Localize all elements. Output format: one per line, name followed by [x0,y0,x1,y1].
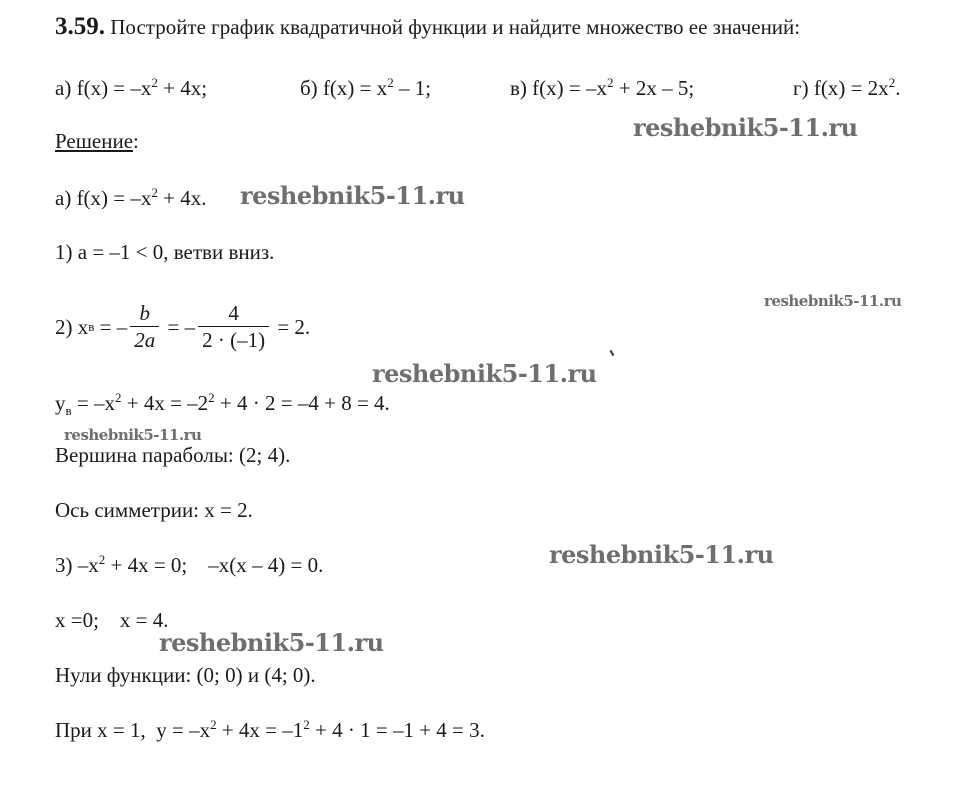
part-b-lhs: f(x) = x [322,76,388,100]
watermark: reshebnik5-11.ru [633,113,858,142]
y-vertex-p1: = –x [71,391,115,415]
step-3-p2: + 4x = 0; –x(x – 4) = 0. [105,553,324,577]
part-a-rest: + 4x; [157,76,208,100]
part-v-rest: + 2x – 5; [613,76,695,100]
part-b-statement [300,75,432,100]
solution-part-a [55,185,207,210]
solution-heading-colon: : [133,129,139,153]
fraction-b-over-2a [130,303,159,351]
vertex-line: Вершина параболы: (2; 4). [55,443,291,467]
part-g-label: г) [793,76,809,100]
solution-part-a-rest: + 4x. [157,186,207,210]
part-v-exp: 2 [607,75,614,90]
part-b-exp: 2 [387,75,394,90]
solution-part-a-lhs: а) f(x) = –x [55,186,152,210]
y-vertex-exp1: 2 [114,390,122,405]
step-2: 2) x в = – $\frac{b}{2a}$ = – $\frac{4}{2 \cdot (-1)}$ = 2. [55,301,311,352]
step-3 [55,552,324,577]
at-x1-exp2: 2 [303,717,310,732]
step-1: 1) a = –1 < 0, ветви вниз. [55,240,275,264]
watermark: reshebnik5-11.ru [549,540,774,569]
stray-mark [610,350,615,356]
fraction-2-numerator: 4 [198,303,269,327]
fraction-2-denominator: 2 · (–1) [202,328,266,352]
part-a-lhs: f(x) = –x [76,76,152,100]
watermark: reshebnik5-11.ru [240,181,465,210]
roots-line: x =0; x = 4. [55,608,169,632]
fraction-4-over-2-neg1 [198,303,269,351]
y-vertex-exp2: 2 [208,390,215,405]
part-g-rest: . [895,76,901,100]
part-a-statement [55,75,208,100]
y-vertex [55,390,390,419]
at-x1-p3: + 4 · 1 = –1 + 4 = 3. [309,718,485,742]
problem-statement: Постройте график квадратичной функции и найдите множество ее значений: [110,15,801,39]
watermark: reshebnik5-11.ru [372,359,597,388]
at-x1-exp1: 2 [210,717,217,732]
part-a-label: а) [55,76,72,100]
y-vertex-sub: в [65,403,72,419]
part-v-statement [510,75,695,100]
at-x1-line [55,717,485,742]
y-vertex-prefix: y [55,391,66,415]
step-2-eq2: = – [162,314,196,339]
fraction-1-numerator: b [130,303,159,327]
fraction-1-denominator: 2a [134,328,156,352]
part-b-label: б) [300,76,318,100]
solution-heading-text: Решение [55,129,134,153]
axis-line: Ось симметрии: x = 2. [55,498,253,522]
part-g-exp: 2 [888,75,896,90]
solution-heading [55,131,139,152]
part-a-exp: 2 [151,75,158,90]
part-v-lhs: f(x) = –x [532,76,607,100]
part-v-label: в) [510,76,527,100]
problem-number: 3.59. [55,13,105,40]
problem-header [55,14,800,39]
part-g-lhs: f(x) = 2x [813,76,889,100]
part-b-rest: – 1; [393,76,432,100]
watermark: reshebnik5-11.ru [764,292,902,310]
at-x1-p2: + 4x = –1 [216,718,304,742]
step-2-eq: = – [94,314,128,339]
y-vertex-p2: + 4x = –2 [121,391,209,415]
step-3-p1: 3) –x [55,553,99,577]
step-2-prefix: 2) x [55,314,89,339]
step-3-exp: 2 [98,552,106,567]
zeros-line: Нули функции: (0; 0) и (4; 0). [55,663,316,687]
part-g-statement [793,75,901,100]
at-x1-p1: При x = 1, y = –x [55,718,211,742]
solution-part-a-exp: 2 [151,185,158,200]
y-vertex-p3: + 4 · 2 = –4 + 8 = 4. [214,391,390,415]
watermark: reshebnik5-11.ru [64,426,202,444]
step-2-result: = 2. [272,314,311,339]
watermark: reshebnik5-11.ru [159,628,384,657]
